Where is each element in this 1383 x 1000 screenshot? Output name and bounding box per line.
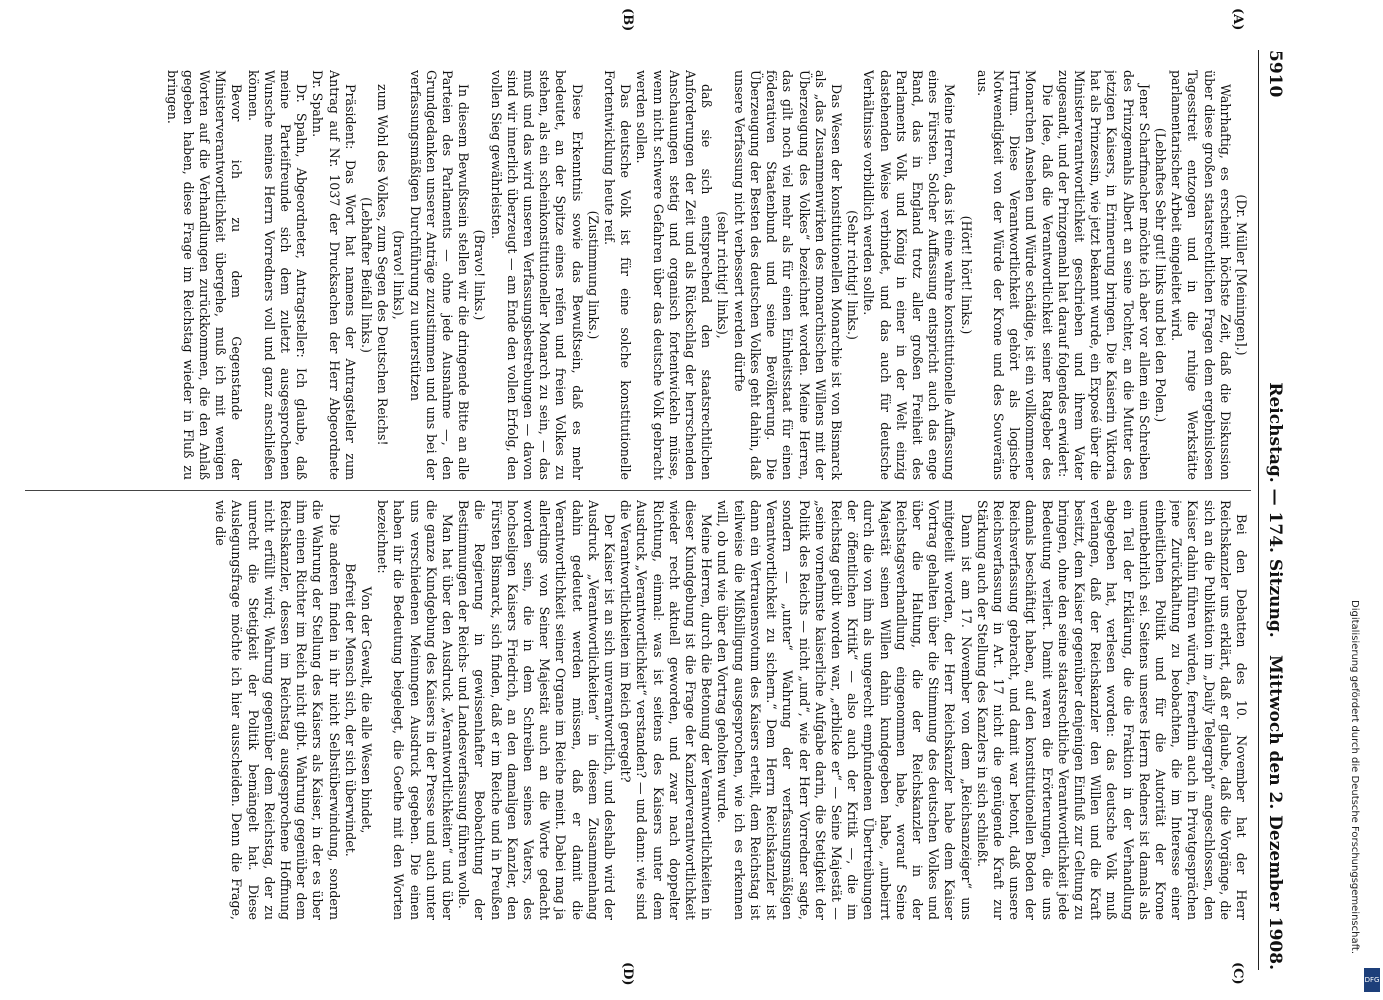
interjection: Von der Gewalt, die alle Wesen bindet, — [359, 586, 375, 834]
paragraph: zum Wohl des Volkes, zum Segen des Deutschen Reichs! — [375, 84, 391, 446]
paragraph — [244, 70, 309, 480]
left-text-column — [30, 70, 1249, 480]
right-text-column — [30, 500, 1249, 920]
session-title: Reichstag. — 174. Sitzung. — [1265, 382, 1285, 638]
interjection: (Dr. Müller [Meiningen].) — [1234, 194, 1249, 356]
paragraph: Diese Erkenntnis sowie das Bewußtsein, daß es mehr bedeutet, an der Spitze eines reifen und freien Volkes zu stehen, als ein scheinkonstitutioneller Monarch zu sein, — das muß und das wird unseren Verfassungsbestrebungen — davon sind wir innerlich überzeugt — am Ende den vollen Erfolg, den vollen Sieg gewährleisten. — [488, 70, 585, 480]
paragraph: Jener Scharfmacher möchte ich aber vor allem ein Schreiben des Prinzgemahls Albert an seine Tochter, an die Mutter des jetzigen Kaisers, in Erinnerung bringen. Die Kaiserin Viktoria hat als Prinzessin, wie jetzt bekannt wurde, ein Exposé über die Ministerverantwortlichkeit geschrieben und ihrem Vater zugesandt, und der Prinzgemahl hat darauf folgendes erwidert: — [1055, 70, 1152, 480]
margin-mark-d: (D) — [620, 962, 635, 986]
digitization-credit: Digitalisierung gefördert durch die Deutsche Forschungsgemeinschaft. — [1349, 600, 1360, 955]
interjection: (Hört! hört! links.) — [958, 215, 974, 335]
column-divider — [25, 490, 1251, 491]
paragraph: Bei den Debatten des 10. November hat der Herr Reichskanzler uns erklärt, daß er glaube, daß die Vorgänge, die sich an die Publikation im „Daily Telegraph“ angeschlossen, den Kaiser dahin führen würden, fernerhin auch in Privatgesprächen jene Zurückhaltung zu beobachten, die im Interesse einer einheitlichen Politik und für die Autorität der Krone unentbehrlich sei. Seitens unseres Herrn Redners ist damals als ein Teil der Erklärung, die die Fraktion in der Verhandlung abgegeben hat, verlesen worden: das deutsche Volk muß verlangen, daß der Reichskanzler den Willen und die Kraft besitzt, dem Kaiser gegenüber denjenigen Einfluß zur Geltung zu bringen, ohne den seine staatsrechtliche Verantwortlichkeit jede Bedeutung verliert. Damit waren die Erörterungen, die uns damals beschäftigt haben, auf den konstitutionellen Boden der Reichsverfassung gebracht, und damit war betont, daß unsere Reichsverfassung in Art. 17 nicht die genügende Kraft zur Stärkung auch der Stellung des Kanzlers in sich schließt. — [974, 500, 1249, 920]
paragraph: Der Kaiser ist an sich unverantwortlich, und deshalb wird der Ausdruck „Verantwortlichkeiten“ in diesem Zusammenhang dahin gedeutet werden müssen, daß er damit die Verantwortlichkeit seiner Organe im Reiche meint. Dabei mag ja allerdings von Seiner Majestät auch an die Worte gedacht worden sein, die in dem Schreiben seines Vaters, des hochseligen Kaisers Friedrich, an den damaligen Kanzler, den Fürsten Bismarck, sich finden, daß er im Reiche und in Preußen die Regierung in gewissenhafter Beobachtung der Bestimmungen der Reichs- und Landesverfassung führen wolle. — [456, 500, 618, 920]
paragraph: In diesem Bewußtsein stellen wir die dringende Bitte an alle Parteien des Parlaments — ohne jede Ausnahme —, den Grundgedanken unserer Anträge zuzustimmen und uns bei der verfassungsmäßigen Durchführung zu unterstützen — [407, 70, 472, 480]
paragraph: Wahrhaftig, es erscheint höchste Zeit, daß die Diskussion über diese großen staatsrechtlichen Fragen dem ergebnislosen Tagesstreit entzogen und in die ruhige Werkstätte parlamentarischer Arbeit eingeleitet wird. — [1169, 70, 1233, 480]
interjection: (Sehr richtig! links.) — [845, 210, 861, 340]
paragraph — [309, 70, 358, 480]
speech-text: Dr. Spahn, Abgeordneter, Antragsteller: Ich glaube, daß meine Parteifreunde sich dem zuletzt ausgesprochenen Wunsche meines Herrn Vorredners voll und ganz anschließen können. — [245, 70, 310, 480]
paragraph: Das deutsche Volk ist für eine solche konstitutionelle Fortentwicklung heute reif. — [602, 70, 634, 480]
interjection: (Lebhafter Beifall links.) — [359, 197, 375, 353]
paragraph: Man hat über den Ausdruck „Verantwortlichkeiten“ und über die ganze Kundgebung des Kaisers in der Presse und auch unter uns verschiedenen Meinungen Ausdruck gegeben. Die einen haben ihr die Bedeutung beigelegt, die Goethe mit den Worten bezeichnet: — [375, 500, 456, 920]
interjection: (Zustimmung links.) — [585, 210, 601, 340]
interjection: (Bravo! links.) — [472, 229, 488, 321]
paragraph: Dann ist am 17. November von dem „Reichsanzeiger“ uns mitgeteilt worden, der Herr Reichskanzler habe dem Kaiser Vortrag gehalten über die Stimmung des deutschen Volkes und über die Haltung, die der Reichskanzler in der Reichstagsverhandlung eingenommen habe, worauf Seine Majestät seinen Willen dahin kundgegeben habe, „unbeirrt durch die von ihm als ungerecht empfundenen Übertreibungen der öffentlichen Kritik“ — also auch der Kritik —, die im Reichstag geübt worden war, „erblicke er“ — Seine Majestät — „seine vornehmste kaiserliche Aufgabe darin, die Stetigkeit der Politik des Reichs — nicht „und“, wie der Herr Vorredner sagte, sondern — „unter“ Wahrung der verfassungsmäßigen Verantwortlichkeit zu sichern.“ Dem Herrn Reichskanzler ist dann ein Vertrauensvotum des Kaisers erteilt, dem Reichstag ist teilweise die Mißbilligung ausgesprochen, wie ich es erkennen will, ob und wie über den Vortrag geholten wurde. — [715, 500, 974, 920]
speech-text: Präsident: Das Wort hat namens der Antragsteller zum Antrag auf Nr. 1037 der Drucksachen der Herr Abgeordnete Dr. Spahn. — [310, 70, 358, 480]
margin-mark-c: (C) — [1230, 962, 1245, 985]
paragraph: Die Idee, daß die Verantwortlichkeit seiner Ratgeber des Monarchen Ansehen und Würde schädige, ist ein vollkommener Irrtum. Diese Verantwortlichkeit gehört als logische Notwendigkeit von der Würde der Krone und des Souveräns aus. — [974, 70, 1055, 480]
paragraph: Bevor ich zu dem Gegenstande der Ministerverantwortlichkeit übergehe, muß ich mit wenigen Worten auf die Verhandlungen zurückkommen, die den Anlaß gegeben haben, diese Frage im Reichstag wieder in Fluß zu bringen. — [164, 70, 245, 480]
paragraph: Meine Herren, das ist eine wahre konstitutionelle Auffassung eines Fürsten. Solcher Auffassung entspricht auch das enge Band, das in England trotz aller großen Freiheit des Parlaments Volk und König in einer in der Welt einzig dastehenden Weise verbindet, und das auch für deutsche Verhältnisse vorbildlich werden sollte. — [861, 70, 958, 480]
paragraph: Die anderen finden in ihr nicht Selbstüberwindung, sondern die Wahrung der Stellung des Kaisers als Kaiser, in der es über ihm einen Richter im Reich nicht gibt. Wahrung gegenüber dem Reichskanzler, dessen im Reichstag ausgesprochene Hoffnung nicht erfüllt wird; Wahrung gegenüber dem Reichstag, der zu unrecht die Stetigkeit der Politik bemängelt hat. Diese Auslegungsfrage möchte ich hier ausscheiden. Denn die Frage, wie die — [213, 500, 342, 920]
paragraph: daß sie sich entsprechend den staatsrechtlichen Anforderungen der Zeit und als Rückschlag der herrschenden Anschauungen stetig und organisch fortentwickeln müsse, wenn nicht schwere Gefahren über das deutsche Volk gebracht werden sollen. — [634, 70, 715, 480]
margin-mark-b: (B) — [620, 8, 635, 32]
page-header — [1258, 50, 1285, 970]
interjection: (sehr richtig! links), — [715, 211, 731, 339]
paragraph: Das Wesen der konstitutionellen Monarchie ist von Bismarck als „das Zusammenwirken des monarchischen Willens mit der Überzeugung des Volkes“ bezeichnet worden. Meine Herren, das gilt noch viel mehr als für einen Einheitsstaat für einen föderativen Staatenbund und seine Bevölkerung. Die Überzeugung der Besten des deutschen Volkes geht dahin, daß unsere Verfassung nicht verbessert werden dürfte — [731, 70, 844, 480]
interjection: Befreit der Mensch sich, der sich überwindet. — [342, 563, 358, 857]
margin-mark-a: (A) — [1230, 8, 1245, 31]
interjection: (Lebhaftes Sehr gut! links und bei den Polen.) — [1152, 127, 1168, 423]
interjection: (bravo! links), — [391, 230, 407, 320]
page-number: 5910 — [1265, 50, 1285, 98]
session-date: Mittwoch den 2. Dezember 1908. — [1265, 654, 1285, 970]
paragraph: Meine Herren, durch die Betonung der Verantwortlichkeiten in dieser Kundgebung ist die Frage der Kanzlerverantwortlichkeit wieder recht aktuell geworden, und zwar nach doppelter Richtung, einmal: was ist seitens des Kaisers unter dem Ausdruck „Verantwortlichkeit“ verstanden? — und dann: wie sind die Verantwortlichkeiten im Reich geregelt? — [618, 500, 715, 920]
dfg-logo: DFG — [1364, 968, 1380, 992]
